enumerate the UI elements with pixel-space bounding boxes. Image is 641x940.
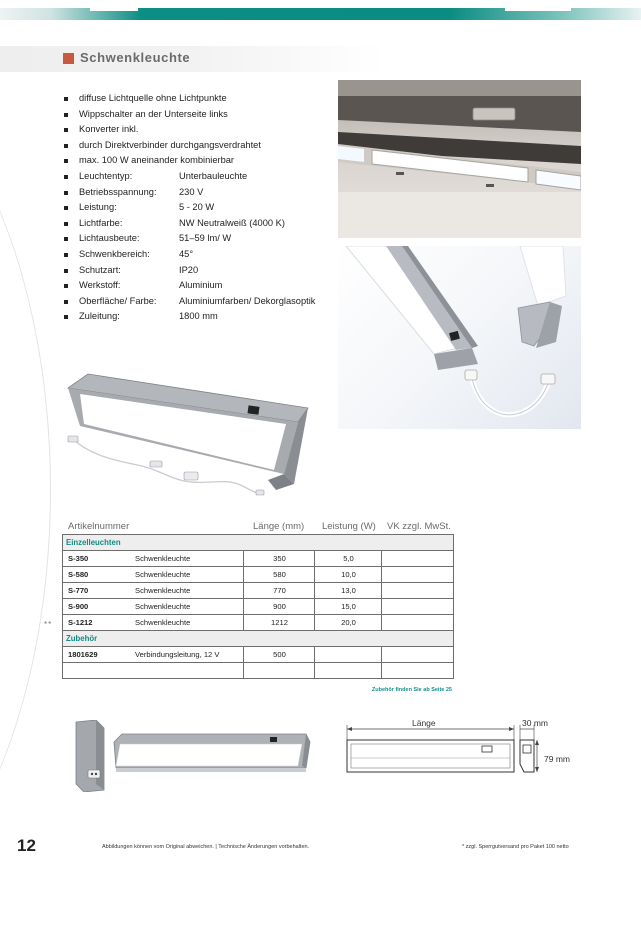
- article-power: 20,0: [314, 615, 382, 630]
- spec-item: [62, 309, 342, 325]
- article-power: 15,0: [314, 599, 382, 614]
- footer-disclaimer: Abbildungen können vom Original abweichen. | Technische Änderungen vorbehalten.: [102, 844, 310, 850]
- dimension-length-label: Länge: [412, 718, 436, 728]
- spec-label: Schutzart:: [79, 264, 121, 275]
- installed-light-illustration: [338, 80, 581, 238]
- spec-label: Lichtausbeute:: [79, 233, 140, 244]
- feature-item: durch Direktverbinder durchgangsverdrahtet: [62, 138, 342, 154]
- article-power: [314, 647, 382, 662]
- spec-label: Schwenkbereich:: [79, 248, 150, 259]
- spec-value: 1800 mm: [179, 311, 218, 322]
- article-price: [381, 615, 454, 630]
- page-footer: [0, 836, 641, 856]
- row-marker: **: [44, 620, 53, 629]
- spec-value: Aluminiumfarben/ Dekorglasoptik: [179, 295, 316, 306]
- article-price: [381, 551, 454, 566]
- spec-label: Zuleitung:: [79, 311, 120, 322]
- feature-item: max. 100 W aneinander kombinierbar: [62, 153, 342, 169]
- table-row: [63, 614, 453, 630]
- header-power: Leistung (W): [322, 521, 376, 532]
- article-price: [381, 647, 454, 662]
- page-number: 12: [17, 836, 36, 855]
- article-table: [62, 518, 454, 679]
- background-arc: [0, 40, 51, 940]
- article-length: 900: [243, 599, 315, 614]
- feature-item: diffuse Lichtquelle ohne Lichtpunkte: [62, 91, 342, 107]
- closeup-light-illustration: [338, 246, 581, 429]
- article-id: 1801629: [68, 650, 98, 659]
- spec-item: [62, 216, 342, 232]
- article-id: S-900: [68, 602, 89, 611]
- dimension-drawing: [344, 718, 604, 780]
- header-price: VK zzgl. MwSt.: [387, 521, 451, 532]
- title-band: [0, 46, 641, 72]
- footer-shipping-note: * zzgl. Sperrgutversand pro Paket 100 netto: [462, 844, 569, 850]
- closeup-light-photo: [338, 246, 581, 429]
- spec-label: Lichtfarbe:: [79, 217, 123, 228]
- dimension-lines: [344, 718, 544, 780]
- spec-value: Aluminium: [179, 280, 223, 291]
- empty-cell: [314, 663, 382, 678]
- feature-item: Konverter inkl.: [62, 122, 342, 138]
- article-length: 1212: [243, 615, 315, 630]
- spec-value: IP20: [179, 264, 199, 275]
- spec-label: Betriebsspannung:: [79, 186, 157, 197]
- article-name: Verbindungsleitung, 12 V: [135, 650, 220, 659]
- spec-value: NW Neutralweiß (4000 K): [179, 217, 285, 228]
- article-price: [381, 567, 454, 582]
- product-illustration: [62, 366, 320, 506]
- table-body: [62, 534, 454, 679]
- section-title: Zubehör: [66, 634, 98, 643]
- article-name: Schwenkleuchte: [135, 554, 191, 563]
- article-price: [381, 583, 454, 598]
- spec-value: Unterbauleuchte: [179, 170, 248, 181]
- spec-item: [62, 231, 342, 247]
- accessory-note: Zubehör finden Sie ab Seite 25: [371, 687, 452, 693]
- table-row: [63, 582, 453, 598]
- spec-label: Werkstoff:: [79, 280, 121, 291]
- article-id: S-350: [68, 554, 89, 563]
- light-bar-detail-image: [110, 732, 312, 776]
- article-name: Schwenkleuchte: [135, 570, 191, 579]
- article-id: S-580: [68, 570, 89, 579]
- article-id: S-770: [68, 586, 89, 595]
- header-article: Artikelnummer: [68, 521, 130, 532]
- top-accent-bar: [0, 8, 641, 20]
- article-length: 770: [243, 583, 315, 598]
- spec-value: 230 V: [179, 186, 204, 197]
- table-row: [63, 566, 453, 582]
- spec-value: 51–59 lm/ W: [179, 233, 232, 244]
- article-length: 350: [243, 551, 315, 566]
- spec-value: 5 - 20 W: [179, 202, 215, 213]
- article-power: 5,0: [314, 551, 382, 566]
- section-row: [63, 630, 453, 646]
- article-name: Schwenkleuchte: [135, 586, 191, 595]
- article-power: 10,0: [314, 567, 382, 582]
- dimension-width-label: 30 mm: [522, 718, 548, 728]
- spec-item: [62, 294, 342, 310]
- table-header: [62, 518, 454, 534]
- spec-label: Leuchtentyp:: [79, 170, 133, 181]
- section-title: Einzelleuchten: [66, 538, 121, 547]
- feature-list: [62, 91, 342, 325]
- spec-value: 45°: [179, 248, 194, 259]
- empty-cell: [381, 663, 454, 678]
- spec-item: [62, 247, 342, 263]
- installed-light-photo: [338, 80, 581, 238]
- article-length: 500: [243, 647, 315, 662]
- spec-item: [62, 200, 342, 216]
- spec-label: Oberfläche/ Farbe:: [79, 295, 157, 306]
- article-power: 13,0: [314, 583, 382, 598]
- table-row: [63, 598, 453, 614]
- spec-label: Leistung:: [79, 202, 117, 213]
- section-row: [63, 535, 453, 550]
- spec-item: [62, 263, 342, 279]
- table-row: [63, 646, 453, 662]
- end-cap-connector-image: [74, 720, 108, 792]
- article-length: 580: [243, 567, 315, 582]
- table-row: [63, 662, 453, 678]
- header-length: Länge (mm): [253, 521, 305, 532]
- dimension-height-label: 79 mm: [544, 754, 570, 764]
- feature-item: Wippschalter an der Unterseite links: [62, 107, 342, 123]
- spec-item: [62, 185, 342, 201]
- heading-square-icon: [63, 53, 74, 64]
- article-name: Schwenkleuchte: [135, 618, 191, 627]
- article-name: Schwenkleuchte: [135, 602, 191, 611]
- empty-cell: [243, 663, 315, 678]
- spec-item: [62, 169, 342, 185]
- page-title: Schwenkleuchte: [80, 50, 191, 65]
- article-price: [381, 599, 454, 614]
- product-image: [62, 366, 320, 506]
- table-row: [63, 550, 453, 566]
- spec-item: [62, 278, 342, 294]
- article-id: S-1212: [68, 618, 93, 627]
